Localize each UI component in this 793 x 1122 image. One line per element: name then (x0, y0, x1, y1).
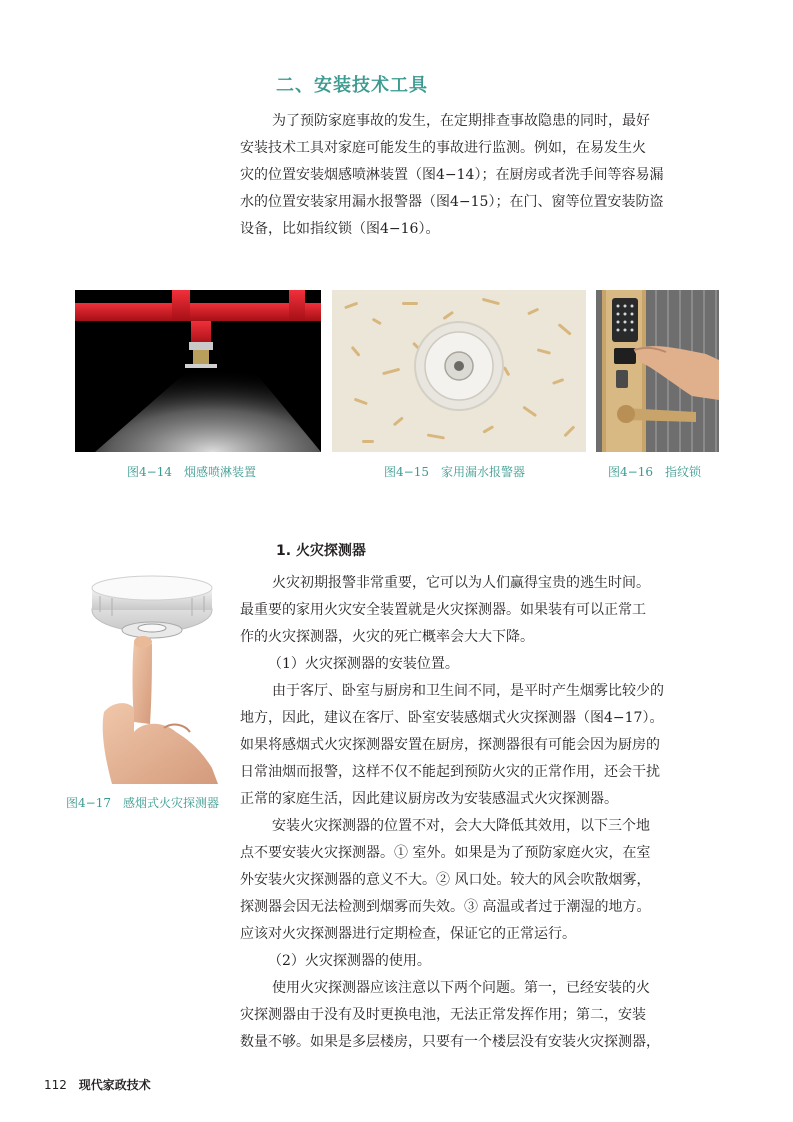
body-paragraph-b (240, 813, 720, 1056)
body-paragraph-a (240, 570, 720, 813)
intro-line: 为了预防家庭事故的发生，在定期排查事故隐患的同时，最好 (272, 113, 650, 129)
body-line: 如果将感烟式火灾探测器安置在厨房，探测器很有可能会因为厨房的 (240, 737, 660, 753)
body-line: 探测器会因无法检测到烟雾而失效。③ 高温或者过于潮湿的地方。 (240, 899, 651, 915)
body-line: 由于客厅、卧室与厨房和卫生间不同，是平时产生烟雾比较少的 (272, 683, 664, 699)
intro-line: 灾的位置安装烟感喷淋装置（图4−14）；在厨房或者洗手间等容易漏 (240, 167, 664, 183)
body-line: 数量不够。如果是多层楼房，只要有一个楼层没有安装火灾探测器， (240, 1034, 660, 1050)
body-line: 最重要的家用火灾安全装置就是火灾探测器。如果装有可以正常工 (240, 602, 646, 618)
body-line: 使用火灾探测器应该注意以下两个问题。第一，已经安装的火 (272, 980, 650, 996)
figure-smoke-detector-caption: 图4−17 感烟式火灾探测器 (66, 796, 219, 810)
book-title: 现代家政技术 (78, 1078, 151, 1092)
figure-sprinkler-caption: 图4−14 烟感喷淋装置 (127, 465, 256, 479)
subsection-title: 1. 火灾探测器 (276, 543, 366, 559)
body-line: 应该对火灾探测器进行定期检查，保证它的正常运行。 (240, 926, 576, 942)
body-line: 安装火灾探测器的位置不对，会大大降低其效用，以下三个地 (272, 818, 650, 834)
figure-smoke-detector-image (72, 572, 230, 784)
body-line: 日常油烟而报警，这样不仅不能起到预防火灾的正常作用，还会干扰 (240, 764, 660, 780)
intro-paragraph (240, 108, 720, 243)
body-line: 作的火灾探测器，火灾的死亡概率会大大下降。 (240, 629, 534, 645)
body-line: （2）火灾探测器的使用。 (268, 953, 431, 969)
body-line: （1）火灾探测器的安装位置。 (268, 656, 459, 672)
body-line: 正常的家庭生活，因此建议厨房改为安装感温式火灾探测器。 (240, 791, 618, 807)
intro-line: 水的位置安装家用漏水报警器（图4−15）；在门、窗等位置安装防盗 (240, 194, 664, 210)
page-footer (44, 1076, 151, 1093)
figure-fingerprint-lock-caption: 图4−16 指纹锁 (608, 465, 701, 479)
body-line: 火灾初期报警非常重要，它可以为人们赢得宝贵的逃生时间。 (272, 575, 650, 591)
figure-leak-alarm-image (332, 290, 586, 452)
figure-fingerprint-lock-image (596, 290, 719, 452)
body-line: 点不要安装火灾探测器。① 室外。如果是为了预防家庭火灾，在室 (240, 845, 651, 861)
body-line: 地方，因此，建议在客厅、卧室安装感烟式火灾探测器（图4−17）。 (240, 710, 664, 726)
figure-sprinkler-image (75, 290, 321, 452)
intro-line: 安装技术工具对家庭可能发生的事故进行监测。例如，在易发生火 (240, 140, 646, 156)
body-line: 灾探测器由于没有及时更换电池，无法正常发挥作用；第二，安装 (240, 1007, 646, 1023)
section-title: 二、安装技术工具 (276, 75, 428, 96)
page-number: 112 (44, 1078, 67, 1092)
figure-leak-alarm-caption: 图4−15 家用漏水报警器 (384, 465, 525, 479)
body-line: 外安装火灾探测器的意义不大。② 风口处。较大的风会吹散烟雾， (240, 872, 651, 888)
intro-line: 设备，比如指纹锁（图4−16）。 (240, 221, 440, 237)
